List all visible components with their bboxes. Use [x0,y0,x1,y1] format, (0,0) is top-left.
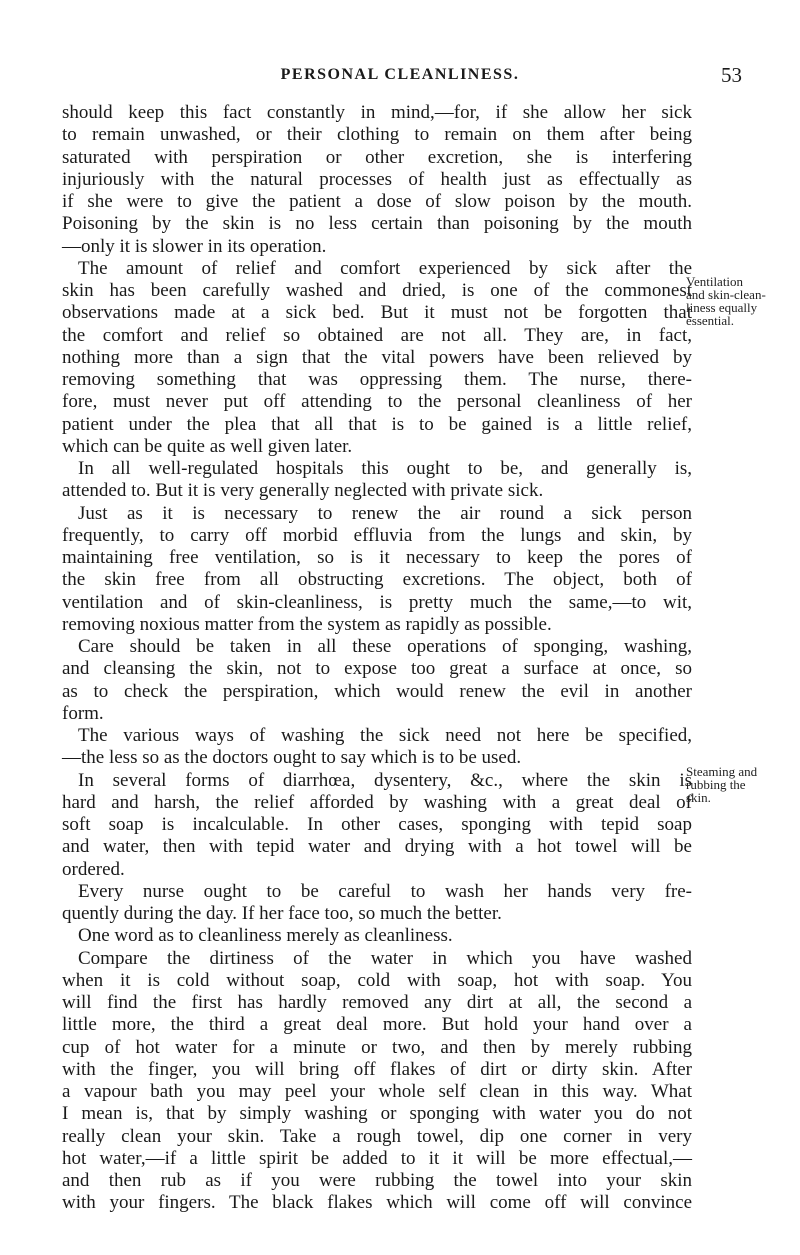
text-line: quently during the day. If her face too, so much the better. [62,903,502,924]
text-line: skin has been carefully washed and dried, is one of the commonest [62,280,692,301]
text-line: little more, the third a great deal more. But hold your hand over a [62,1014,692,1036]
text-line: I mean is, that by simply washing or sponging with water you do not [62,1103,692,1125]
text-line: Poisoning by the skin is no less certain than poisoning by the mouth [62,213,692,235]
text-line: The amount of relief and comfort experienced by sick after the [78,257,692,279]
text-line: ventilation and of skin-cleanliness, is pretty much the same,—to wit, [62,591,692,613]
text-line: with the finger, you will bring off flakes of dirt or dirty skin. After [62,1058,692,1080]
text-line: the comfort and relief so obtained are not all. They are, in fact, [62,324,692,346]
text-line: maintaining free ventilation, so is it necessary to keep the pores of [62,547,692,568]
text-line: hard and harsh, the relief afforded by washing with a great deal of [62,791,692,813]
text-line: removing something that was oppressing them. The nurse, there- [62,369,692,390]
text-line: Care should be taken in all these operations of sponging, washing, [78,636,692,657]
text-line: —the less so as the doctors ought to say which is to be used. [62,747,522,769]
text-line: with your fingers. The black flakes which will come off will convince [62,1192,692,1214]
margin-note-line: Steaming and [686,764,758,779]
text-line: a vapour bath you may peel your whole self clean in this way. What [62,1081,692,1102]
text-line: removing noxious matter from the system as rapidly as possible. [62,613,552,635]
running-head: PERSONAL CLEANLINESS. [280,66,520,83]
text-line: and cleansing the skin, not to expose too great a surface at once, so [62,658,692,680]
page-number: 53 [721,63,742,87]
text-line: form. [62,702,104,724]
text-line: Every nurse ought to be careful to wash her hands very fre- [78,880,692,902]
text-line: ordered. [62,858,125,880]
text-line: patient under the plea that all that is to be gained is a little relief, [62,413,692,435]
text-line: if she were to give the patient a dose of slow poison by the mouth. [62,191,692,212]
text-line: Just as it is necessary to renew the air round a sick person [78,502,692,524]
margin-note-line: essential. [686,313,735,328]
margin-note-steaming [686,765,800,804]
text-line: really clean your skin. Take a rough towel, dip one corner in very [62,1125,692,1147]
text-line: observations made at a sick bed. But it must not be forgotten that [62,302,692,324]
text-line: as to check the perspiration, which would renew the evil in another [62,680,692,702]
text-line: and water, then with tepid water and drying with a hot towel will be [62,836,692,858]
text-line: saturated with perspiration or other excretion, she is interfering [62,146,692,168]
text-line: will find the first has hardly removed any dirt at all, the second a [62,992,692,1013]
page-header [0,63,800,90]
text-line: In several forms of diarrhœa, dysentery, &c., where the skin is [78,769,692,791]
margin-note-line: and skin-clean- [686,287,766,302]
text-line: cup of hot water for a minute or two, and then by merely rubbing [62,1036,692,1058]
text-line: should keep this fact constantly in mind,—for, if she allow her sick [62,102,692,123]
margin-note-line: Ventilation [686,274,744,289]
text-line: which can be quite as well given later. [62,435,353,457]
margin-note-line: skin. [686,790,711,805]
text-line: when it is cold without soap, cold with soap, hot with soap. You [62,969,692,991]
text-line: In all well-regulated hospitals this ought to be, and generally is, [78,458,692,479]
text-line: to remain unwashed, or their clothing to remain on them after being [62,124,692,146]
margin-note-ventilation [686,275,800,327]
text-line: fore, must never put off attending to the personal cleanliness of her [62,391,692,413]
text-line: attended to. But it is very generally neglected with private sick. [62,480,544,502]
text-line: soft soap is incalculable. In other cases, sponging with tepid soap [62,814,692,835]
text-line: The various ways of washing the sick need not here be specified, [78,725,692,746]
text-line: hot water,—if a little spirit be added to it it will be more effectual,— [62,1147,692,1169]
text-line: —only it is slower in its operation. [62,235,327,257]
body-text [62,102,692,1215]
text-line: and then rub as if you were rubbing the towel into your skin [62,1170,692,1191]
text-line: nothing more than a sign that the vital powers have been relieved by [62,346,692,368]
text-line: the skin free from all obstructing excretions. The object, both of [62,569,692,591]
text-line: One word as to cleanliness merely as cleanliness. [78,925,453,947]
text-line: injuriously with the natural processes of health just as effectually as [62,168,692,190]
text-line: Compare the dirtiness of the water in which you have washed [78,947,692,969]
text-line: frequently, to carry off morbid effluvia from the lungs and skin, by [62,524,692,546]
margin-note-line: liness equally [686,300,758,315]
margin-note-line: rubbing the [686,777,746,792]
